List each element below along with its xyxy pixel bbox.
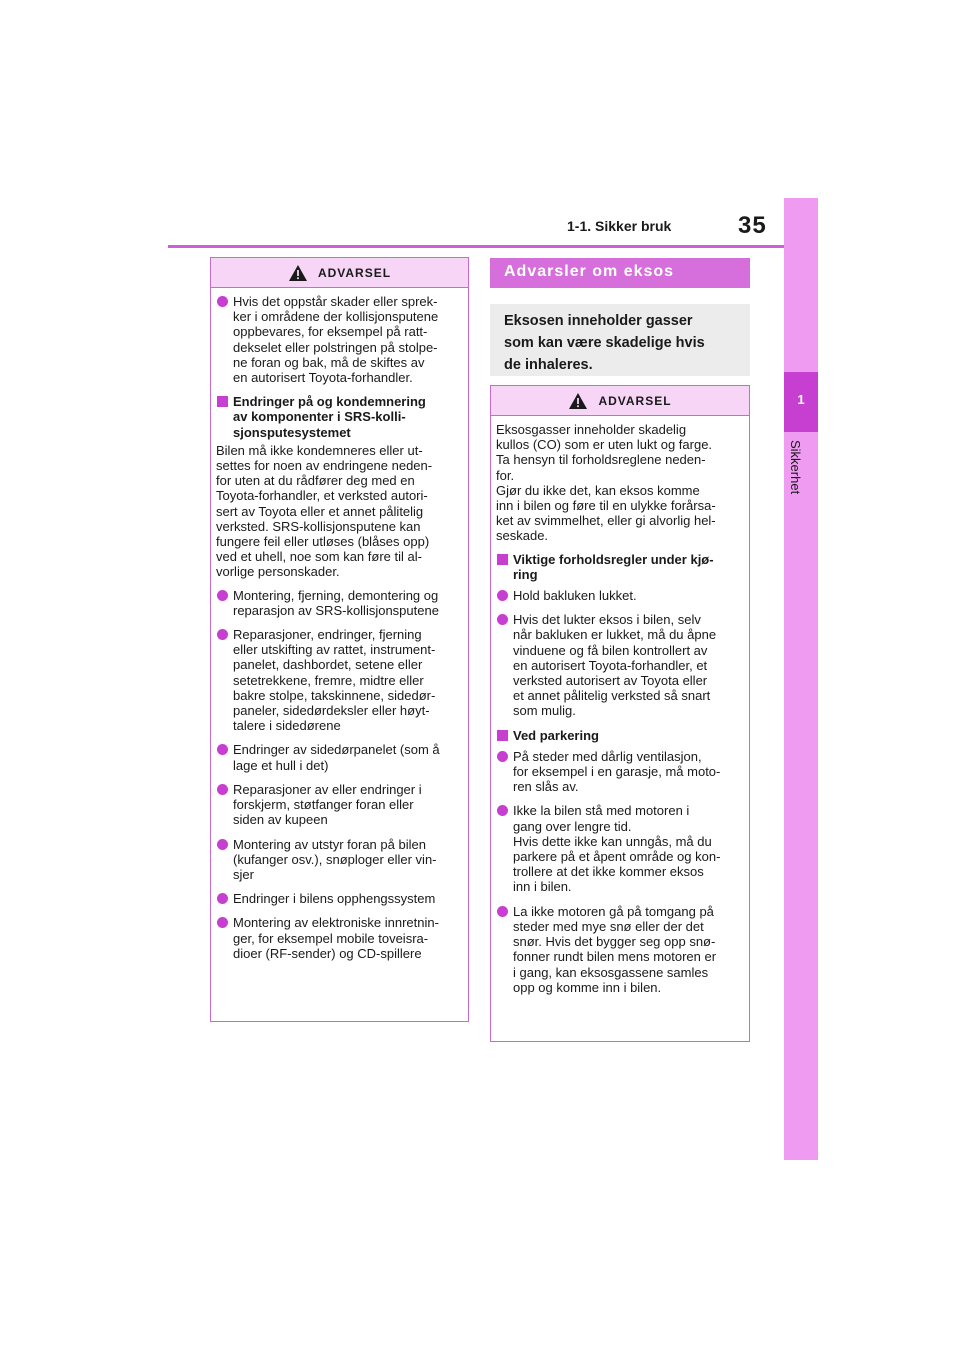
list-item [496, 803, 745, 894]
text-line: for. [496, 467, 515, 483]
right-warning-box [490, 385, 750, 1042]
text-line: sert av Toyota eller et annet pålitelig [216, 503, 424, 519]
text-line: Hvis dette ikke kan unngås, må du [513, 833, 712, 849]
text-line: Hvis det oppstår skader eller sprek- [233, 294, 438, 309]
text-line: dioer (RF-sender) og CD-spillere [233, 945, 422, 961]
list-item [496, 904, 745, 995]
text-line: som kan være skadelige hvis [504, 335, 705, 351]
warning-title: ADVARSEL [598, 393, 672, 408]
text-line: inn i bilen. [513, 879, 572, 895]
text-line: Ikke la bilen stå med motoren i [513, 803, 690, 819]
text-line: opp og komme inn i bilen. [513, 979, 662, 995]
text-line: ket av svimmelhet, eller gi alvorlig hel- [496, 513, 716, 529]
list-item [216, 627, 464, 733]
text-line: trollere at det ikke kommer eksos [513, 864, 704, 880]
warning-triangle-icon [288, 264, 308, 282]
text-line: Endringer på og kondemnering [233, 394, 426, 410]
bullet-dot-icon [497, 906, 508, 917]
bullet-dot-icon [217, 917, 228, 928]
list-item [496, 588, 745, 603]
text-line: Bilen må ikke kondemneres eller ut- [216, 442, 423, 458]
section-title: 1-1. Sikker bruk [567, 218, 672, 234]
text-line: Montering av elektroniske innretnin- [233, 915, 439, 931]
list-item [496, 612, 745, 718]
subheading [496, 552, 745, 582]
text-line: steder med mye snø eller der det [513, 918, 704, 934]
text-line: Toyota-forhandler, et verksted autori- [216, 488, 428, 504]
text-line: av komponenter i SRS-kolli- [233, 409, 406, 425]
text-line: Gjør du ikke det, kan eksos komme [496, 482, 700, 498]
list-item [216, 782, 464, 828]
text-line: i gang, kan eksosgassene samles [513, 964, 709, 980]
bullet-dot-icon [497, 805, 508, 816]
text-line: ne foran og bak, må de skiftes av [233, 354, 425, 370]
bullet-dot-icon [217, 744, 228, 755]
section-banner: Advarsler om eksos [490, 258, 750, 288]
text-line: siden av kupeen [233, 812, 328, 828]
warning-title: ADVARSEL [317, 265, 392, 280]
text-line: Endringer av sidedørpanelet (som å [233, 742, 440, 758]
text-line: fungere feil eller utløses (blåses opp) [216, 534, 430, 550]
text-line: en autorisert Toyota-forhandler, et [513, 657, 708, 673]
square-bullet-icon [497, 554, 508, 565]
text-line: verksted autorisert av Toyota eller [513, 673, 708, 689]
list-item [216, 891, 464, 906]
text-line: seskade. [496, 528, 549, 544]
text-line: for eksempel i en garasje, må moto- [513, 764, 721, 780]
text-line: ring [513, 566, 538, 582]
chapter-label: Sikkerhet [788, 440, 803, 495]
warning-content [491, 416, 749, 995]
warning-content [211, 288, 468, 961]
text-line: sjer [233, 866, 254, 882]
bullet-dot-icon [497, 614, 508, 625]
square-bullet-icon [217, 396, 228, 407]
text-line: snør. Hvis det bygger seg opp snø- [513, 934, 716, 950]
text-line: dekselet eller polstringen på stolpe- [233, 339, 438, 355]
text-line: vinduene og få bilen kontrollert av [513, 642, 708, 658]
text-line: en autorisert Toyota-forhandler. [233, 370, 413, 386]
text-line: fonner rundt bilen mens motoren er [513, 949, 717, 965]
bullet-dot-icon [497, 751, 508, 762]
summary-box [490, 304, 750, 376]
text-line: Eksosgasser inneholder skadelig [496, 422, 687, 437]
text-line: Eksosen inneholder gasser [504, 313, 693, 329]
list-item [216, 588, 464, 618]
header-rule [168, 245, 784, 248]
bullet-dot-icon [217, 893, 228, 904]
text-line: Montering, fjerning, demontering og [233, 587, 439, 603]
text-line: panelet, dashbordet, setene eller [233, 657, 423, 673]
text-line: Ved parkering [513, 727, 599, 743]
text-line: paneler, sidedørdeksler eller høyt- [233, 703, 430, 719]
text-line: gang over lengre tid. [513, 818, 632, 834]
text-line: de inhaleres. [504, 357, 593, 373]
bullet-dot-icon [217, 784, 228, 795]
text-line: Endringer i bilens opphengssystem [233, 891, 436, 907]
square-bullet-icon [497, 730, 508, 741]
warning-header [211, 258, 468, 288]
text-line: Hvis det lukter eksos i bilen, selv [513, 612, 701, 628]
text-line: vorlige personskader. [216, 564, 340, 580]
text-line: Reparasjoner av eller endringer i [233, 781, 422, 797]
text-line: La ikke motoren gå på tomgang på [513, 903, 714, 919]
list-item [216, 915, 464, 961]
text-line: settes for noen av endringene neden- [216, 458, 433, 474]
text-line: oppbevares, for eksempel på ratt- [233, 324, 428, 340]
left-warning-box [210, 257, 469, 1022]
text-line: reparasjon av SRS-kollisjonsputene [233, 602, 439, 618]
text-line: for uten at du rådfører deg med en [216, 473, 415, 489]
side-tab [784, 198, 818, 1160]
text-line: inn i bilen og føre til en ulykke forårsa- [496, 498, 716, 514]
text-line: ved et uhell, noe som kan føre til al- [216, 549, 422, 565]
text-line: parkere på et åpent område og kon- [513, 849, 721, 865]
text-line: bakre stolpe, takskinnene, sidedør- [233, 687, 436, 703]
text-line: Hold bakluken lukket. [513, 588, 637, 604]
subheading [496, 728, 745, 743]
warning-header [491, 386, 749, 416]
text-line: et annet pålitelig verksted så snart [513, 688, 711, 704]
bullet-dot-icon [217, 839, 228, 850]
text-line: ker i områdene der kollisjonsputene [233, 309, 439, 325]
text-line: setetrekkene, fremre, midtre eller [233, 672, 424, 688]
text-line: Montering av utstyr foran på bilen [233, 836, 426, 852]
text-line: verksted. SRS-kollisjonsputene kan [216, 518, 421, 534]
bullet-dot-icon [217, 590, 228, 601]
list-item [496, 749, 745, 795]
text-line: eller utskifting av rattet, instrument- [233, 642, 436, 658]
paragraph [216, 443, 464, 580]
text-line: Ta hensyn til forholdsreglene neden- [496, 452, 706, 468]
text-line: kullos (CO) som er uten lukt og farge. [496, 437, 713, 453]
text-line: sjonsputesystemet [233, 424, 351, 440]
text-line: forskjerm, støtfanger foran eller [233, 797, 414, 813]
list-item [216, 837, 464, 883]
bullet-dot-icon [217, 629, 228, 640]
text-line: som mulig. [513, 703, 576, 719]
text-line: når bakluken er lukket, må du åpne [513, 627, 717, 643]
paragraph [496, 422, 745, 544]
page-number: 35 [738, 212, 767, 239]
chapter-number: 1 [797, 392, 805, 407]
text-line: Reparasjoner, endringer, fjerning [233, 627, 422, 643]
warning-triangle-icon [568, 392, 588, 410]
text-line: lage et hull i det) [233, 757, 329, 773]
text-line: ger, for eksempel mobile toveisra- [233, 930, 429, 946]
bullet-dot-icon [217, 296, 228, 307]
text-line: talere i sidedørene [233, 718, 341, 734]
text-line: (kufanger osv.), snøploger eller vin- [233, 851, 437, 867]
text-line: ren slås av. [513, 779, 579, 795]
text-line: På steder med dårlig ventilasjon, [513, 748, 702, 764]
bullet-dot-icon [497, 590, 508, 601]
subheading [216, 394, 464, 440]
text-line: Viktige forholdsregler under kjø- [513, 551, 714, 567]
list-item [216, 742, 464, 772]
list-item [216, 294, 464, 385]
